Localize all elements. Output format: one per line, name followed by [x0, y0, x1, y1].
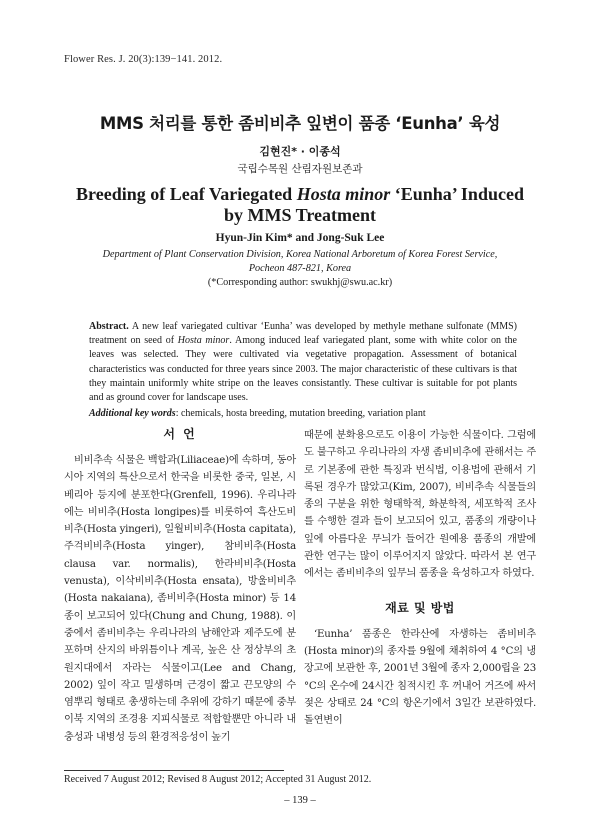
intro-paragraph: 비비추속 식물은 백합과(Liliaceae)에 속하며, 동아시아 지역의 특산으로서 한국을 비롯한 중국, 일본, 시베리아 등지에 분포한다(Grenfell, 1996). 우리나라에는 비비추(Hosta longipes)를 비롯하여 흑산도비비추(Hosta yingeri), 일월비비추(Hosta capitata), 주걱비비추(Hosta yinger), 참비비추(Hosta clausa var. normalis), 한라비비추(Hosta venusta), 이삭비비추(Hosta ensata), 방울비비추(Hosta nakaiana), 좀비비추(Hosta minor) 등 14종이 보고되어 있다(Chung and Chung, 1988). 이 중에서 좀비비추는 우리나라의 남해안과 제주도에 분포하며 산지의 바위틈이나 계곡, 높은 산 정상부의 초원지대에서 자라는 식물이고(Lee and Chang, 2002) 잎이 작고 밀생하며 근경이 짧고 끈모양의 수염뿌리 형태로 총생하는데 추위에 강하기 때문에 중부이북 지역의 조경용 지피식물로 적합할뿐만 아니라 내충성과 내병성 등의 환경적응성이 높기 [64, 455, 296, 743]
english-authors: Hyun-Jin Kim* and Jong-Suk Lee [215, 232, 385, 244]
section-heading-intro: 서 언 [163, 427, 197, 441]
right-column [304, 425, 536, 729]
english-title-species: Hosta minor [296, 184, 391, 204]
page-number: – 139 – [284, 795, 316, 806]
footnote-divider [64, 770, 284, 771]
keywords [89, 407, 517, 421]
intro-paragraph-cont: 때문에 분화용으로도 이용이 가능한 식물이다. 그럼에도 불구하고 우리나라의 자생 좀비비추에 관해서는 주로 기본종에 관한 특징과 번식법, 이용법에 관해서 기록된 경우가 많았고(Kim, 2007), 비비추속 식물들의 종의 구분을 위한 형태학적, 화분학적, 세포학적 조사를 수행한 결과 들이 보고되어 있고, 품종의 개량이나 잎에 아름다운 무늬가 들어간 원예용 품종의 개발에 관한 연구는 많이 이루어지지 않았다. 따라서 본 연구에서는 좀비비추의 잎무늬 품종을 육성하고자 하였다. [304, 430, 536, 580]
korean-authors: 김현진* · 이종석 [259, 145, 341, 158]
affiliation-line: Pocheon 487-821, Korea [248, 263, 352, 274]
keywords-label: Additional key words [89, 408, 176, 419]
abstract [89, 320, 517, 405]
english-affiliation [60, 248, 540, 290]
affiliation-line: Department of Plant Conservation Division, Korea National Arboretum of Korea Forest Service, [102, 249, 498, 260]
english-title-part: Breeding of Leaf Variegated [76, 184, 297, 204]
english-title-line2: by MMS Treatment [224, 205, 376, 225]
abstract-text: . Among induced leaf variegated plant, some with white color on the leaves was selected. They were cultivated via vegetative propagation. Assessment of botanical characteristics was conducted for three years since 2003. The major characteristic of these cultivars is that they maintain uniformly white stripe on the leaves consistantly. These cultivar is suitable for pot plants and as ground cover for landscape uses. [89, 335, 517, 404]
corresponding-author: (*Corresponding author: swukhj@swu.ac.kr) [207, 277, 393, 288]
korean-title: MMS 처리를 통한 좀비비추 잎변이 품종 ‘Eunha’ 육성 [99, 114, 501, 133]
left-column [64, 425, 296, 746]
received-dates: Received 7 August 2012; Revised 8 August 2012; Accepted 31 August 2012. [64, 774, 372, 785]
korean-affiliation: 국립수목원 산림자원보존과 [237, 163, 363, 175]
keywords-text: : chemicals, hosta breeding, mutation breeding, variation plant [175, 408, 426, 419]
abstract-species: Hosta minor [177, 335, 230, 347]
english-title [40, 184, 560, 226]
abstract-label: Abstract. [89, 321, 129, 332]
abstract-text: A new leaf variegated cultivar ‘Eunha’ was developed by methyle methane sulfonate (MMS) treatment on seed of [89, 321, 517, 347]
methods-paragraph: ‘Eunha’ 품종은 한라산에 자생하는 좀비비추(Hosta minor)의 종자를 9월에 채취하여 4 °C의 냉장고에 보관한 후, 2001년 3월에 종자 2,000립을 23 °C의 온수에 24시간 침적시킨 후 꺼내어 거즈에 싸서 젖은 상태로 24 °C의 항온기에서 3일간 보관하였다. 돌연변이 [304, 628, 536, 727]
english-title-part: ‘Eunha’ Induced [390, 184, 524, 204]
section-heading-methods: 재료 및 방법 [385, 600, 455, 615]
journal-citation: Flower Res. J. 20(3):139−141. 2012. [64, 54, 223, 65]
